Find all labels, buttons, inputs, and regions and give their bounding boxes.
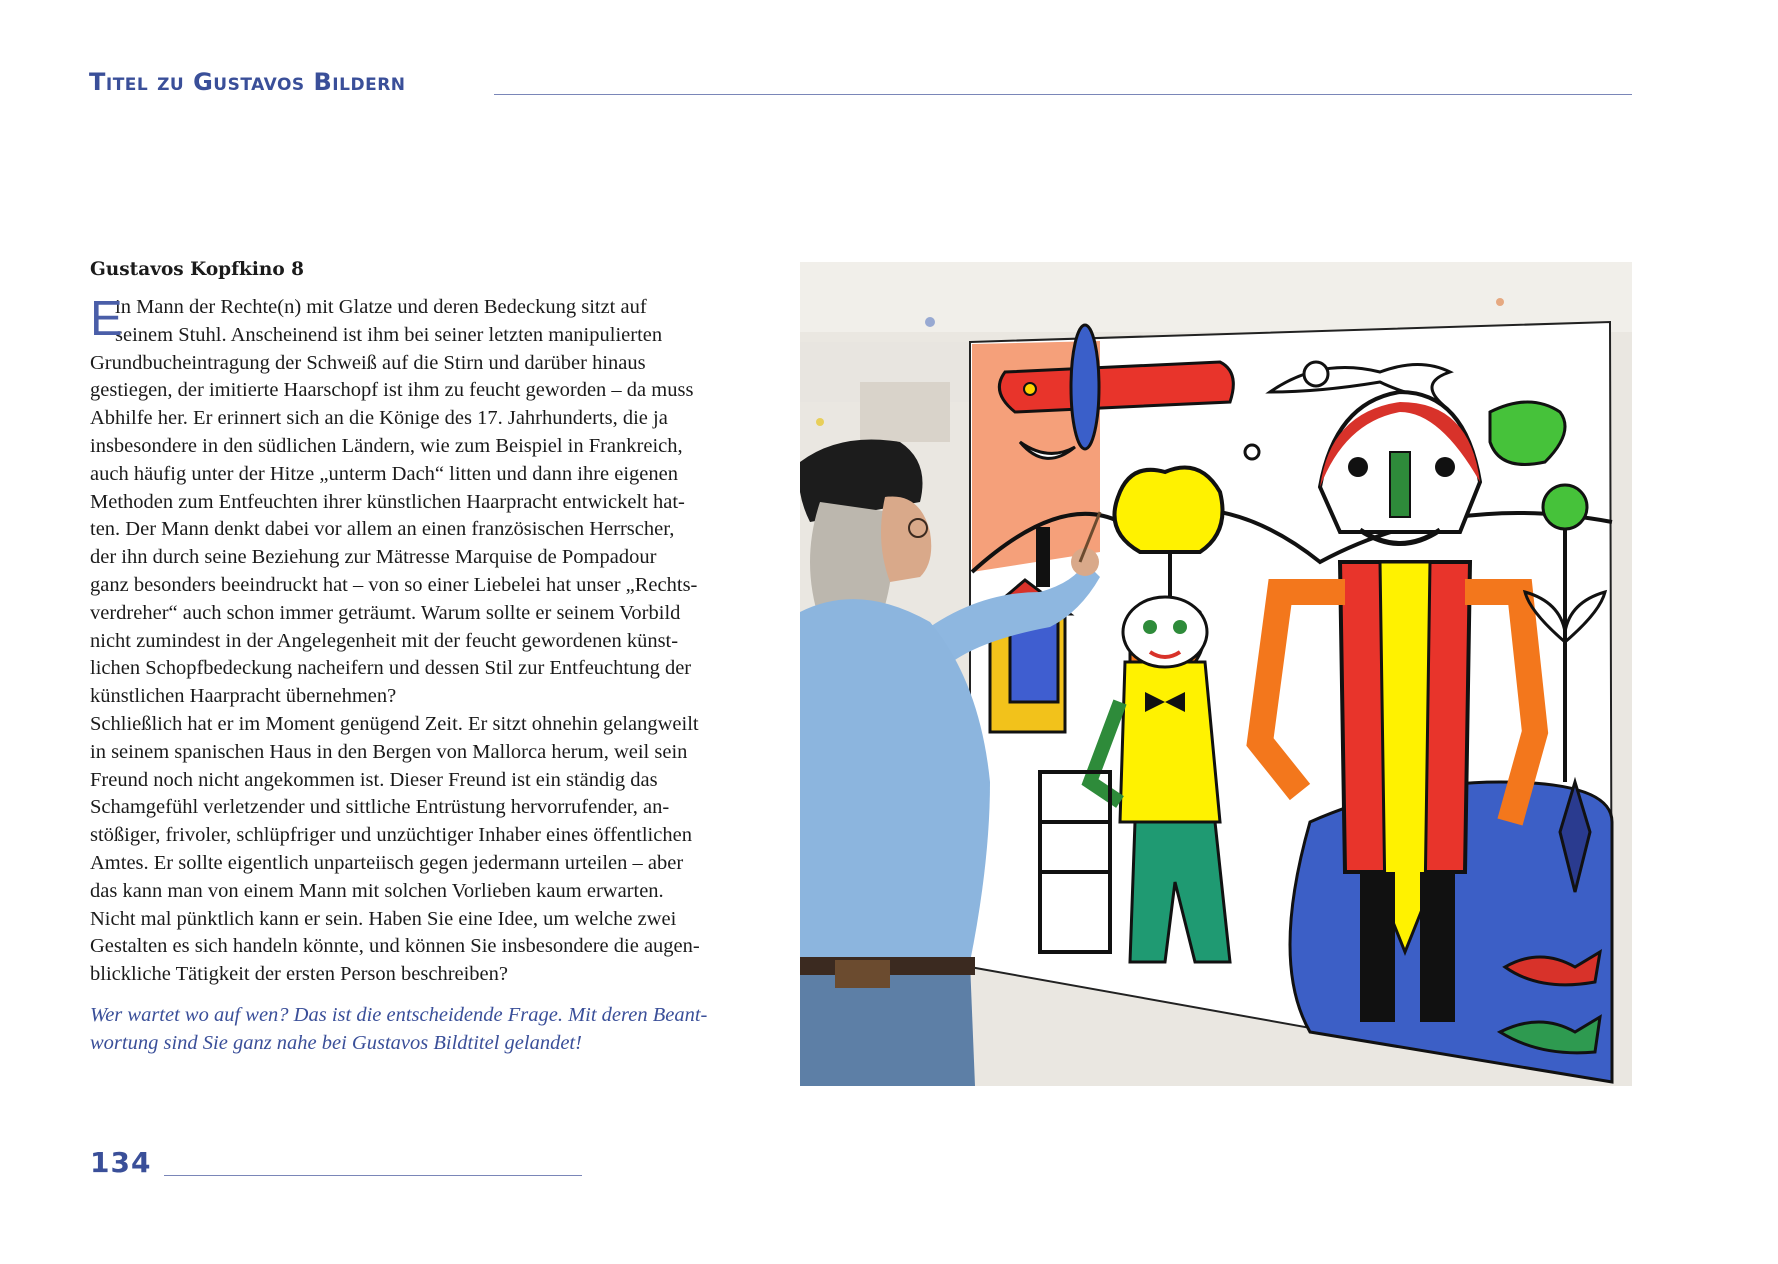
body-line: insbesondere in den südlichen Ländern, wie zum Beispiel in Frankreich, <box>90 434 683 457</box>
body-line: Schließlich hat er im Moment genügend Zeit. Er sitzt ohnehin gelangweilt <box>90 712 699 735</box>
body-line: Methoden zum Entfeuchten ihrer künstlichen Haarpracht entwickelt hat- <box>90 490 685 513</box>
footer-rule <box>164 1175 582 1176</box>
section-title: Gustavos Kopfkino 8 <box>90 259 304 280</box>
header-rule <box>494 94 1632 95</box>
question-line: wortung sind Sie ganz nahe bei Gustavos Bildtitel gelandet! <box>90 1031 582 1054</box>
body-line-text: in Mann der Rechte(n) mit Glatze und deren Bedeckung sitzt auf <box>115 296 647 318</box>
body-line: blickliche Tätigkeit der ersten Person beschreiben? <box>90 963 509 986</box>
drop-cap: E <box>90 292 123 346</box>
body-text <box>90 294 780 989</box>
artist-painting-illustration <box>800 262 1632 1086</box>
body-line: nicht zumindest in der Angelegenheit mit der feucht gewordenen künst- <box>90 629 679 652</box>
body-line: ganz besonders beeindruckt hat – von so einer Liebelei hat unser „Rechts- <box>90 573 698 596</box>
running-header-title: Titel zu Gustavos Bildern <box>89 68 406 96</box>
question-line: Wer wartet wo auf wen? Das ist die entscheidende Frage. Mit deren Beant- <box>90 1003 708 1026</box>
body-line: der ihn durch seine Beziehung zur Mätresse Marquise de Pompadour <box>90 546 657 569</box>
body-line: Schamgefühl verletzender und sittliche Entrüstung hervorrufender, an- <box>90 796 670 819</box>
body-line: seinem Stuhl. Anscheinend ist ihm bei seiner letzten manipulierten <box>115 323 663 346</box>
body-line: ten. Der Mann denkt dabei vor allem an einen französischen Herrscher, <box>90 518 675 541</box>
body-line: Freund noch nicht angekommen ist. Dieser Freund ist ein ständig das <box>90 768 658 791</box>
artist-photo <box>800 262 1632 1086</box>
body-line: in seinem spanischen Haus in den Bergen von Mallorca herum, weil sein <box>90 740 688 763</box>
body-line: Abhilfe her. Er erinnert sich an die Könige des 17. Jahrhunderts, die ja <box>90 407 668 430</box>
body-line: lichen Schopfbedeckung nacheifern und dessen Stil zur Entfeuchtung der <box>90 657 692 680</box>
body-line: Gestalten es sich handeln könnte, und können Sie insbesondere die augen- <box>90 935 700 958</box>
body-line: Grundbucheintragung der Schweiß auf die Stirn und darüber hinaus <box>90 351 646 374</box>
body-line: Nicht mal pünktlich kann er sein. Haben Sie eine Idee, um welche zwei <box>90 907 677 930</box>
page-number: 134 <box>90 1146 152 1179</box>
body-line: künstlichen Haarpracht übernehmen? <box>90 685 397 708</box>
body-line: verdreher“ auch schon immer geträumt. Warum sollte er seinem Vorbild <box>90 601 681 624</box>
body-line: gestiegen, der imitierte Haarschopf ist ihm zu feucht geworden – da muss <box>90 379 694 402</box>
text-column <box>90 256 780 1057</box>
body-line: auch häufig unter der Hitze „unterm Dach“ litten und dann ihre eigenen <box>90 462 678 485</box>
body-line: Amtes. Er sollte eigentlich unparteiisch gegen jedermann urteilen – aber <box>90 851 684 874</box>
closing-question <box>90 1001 780 1057</box>
body-line: stößiger, frivoler, schlüpfriger und unzüchtiger Inhaber eines öffentlichen <box>90 824 692 847</box>
body-line: das kann man von einem Mann mit solchen Vorlieben kaum erwarten. <box>90 879 664 902</box>
